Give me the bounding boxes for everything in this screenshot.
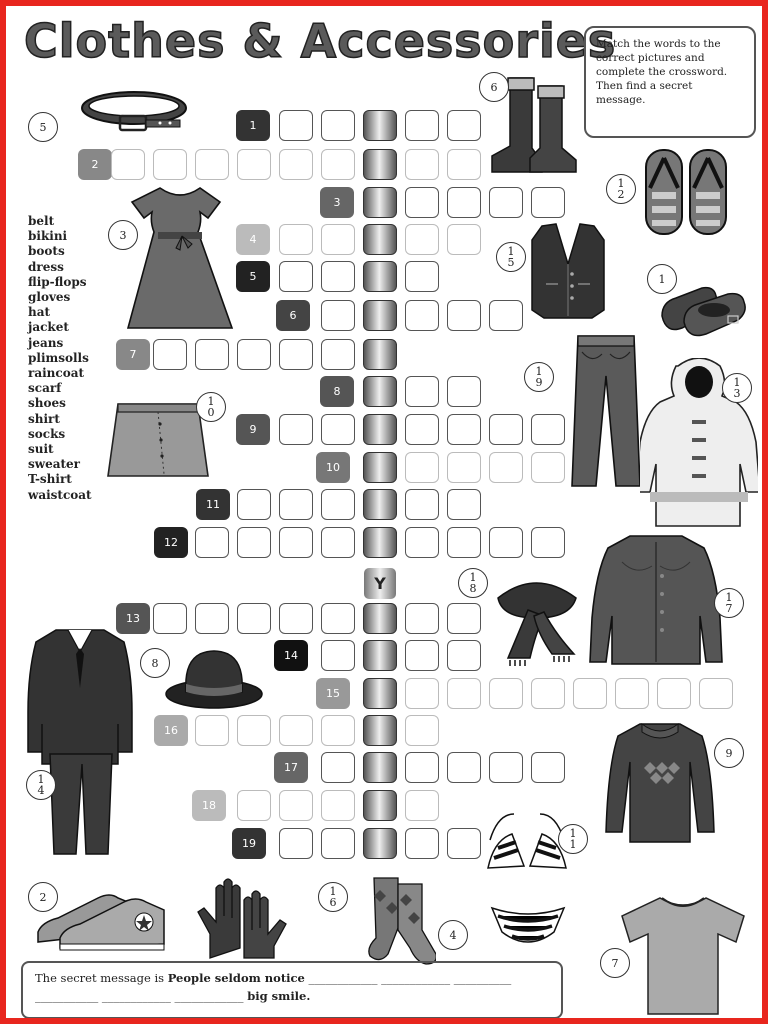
crossword-cell[interactable] [447, 640, 481, 671]
clue-number-16: 16 [154, 715, 188, 746]
crossword-cell[interactable] [405, 149, 439, 180]
crossword-cell[interactable] [237, 715, 271, 746]
bikini-picture [482, 810, 572, 950]
crossword-cell[interactable] [153, 149, 187, 180]
clue-number-13: 13 [116, 603, 150, 634]
word-list-item: T-shirt [28, 472, 72, 487]
crossword-cell[interactable] [405, 376, 439, 407]
page-title: Clothes & Accessories [24, 14, 617, 68]
word-list-item: shirt [28, 411, 60, 426]
secret-letter-cell[interactable] [363, 224, 397, 255]
crossword-cell[interactable] [321, 603, 355, 634]
crossword-cell[interactable] [153, 339, 187, 370]
jeans-picture [566, 332, 646, 490]
crossword-cell[interactable] [489, 187, 523, 218]
crossword-cell[interactable] [195, 339, 229, 370]
picture-number-raincoat: 1 3 [722, 373, 752, 403]
clue-number-8: 8 [320, 376, 354, 407]
crossword-cell[interactable] [447, 149, 481, 180]
picture-number-jacket: 1 7 [714, 588, 744, 618]
crossword-cell[interactable] [111, 149, 145, 180]
crossword-cell[interactable] [405, 414, 439, 445]
crossword-cell[interactable] [447, 110, 481, 141]
crossword-cell[interactable] [531, 678, 565, 709]
secret-letter-cell[interactable] [363, 715, 397, 746]
crossword-cell[interactable] [279, 149, 313, 180]
crossword-cell[interactable] [237, 603, 271, 634]
picture-number-gloves: 1 6 [318, 882, 348, 912]
crossword-cell[interactable] [321, 640, 355, 671]
clue-number-3: 3 [320, 187, 354, 218]
crossword-cell[interactable] [195, 149, 229, 180]
secret-letter-cell[interactable] [363, 149, 397, 180]
secret-message-end: big smile. [247, 989, 311, 1003]
crossword-cell[interactable] [405, 527, 439, 558]
secret-letter-cell[interactable] [363, 790, 397, 821]
crossword-cell[interactable] [447, 678, 481, 709]
secret-letter-cell[interactable] [363, 603, 397, 634]
picture-number-bikini: 1 1 [558, 824, 588, 854]
crossword-cell[interactable] [237, 149, 271, 180]
crossword-cell[interactable] [321, 527, 355, 558]
crossword-cell[interactable] [405, 261, 439, 292]
secret-letter-cell[interactable] [363, 828, 397, 859]
crossword-cell[interactable] [279, 603, 313, 634]
word-list-item: shoes [28, 396, 66, 411]
clue-number-17: 17 [274, 752, 308, 783]
crossword-cell[interactable] [321, 339, 355, 370]
crossword-cell[interactable] [447, 527, 481, 558]
secret-message-blanks-1[interactable]: ____________ ____________ __________ [308, 971, 512, 985]
secret-message-start: People seldom notice [167, 971, 305, 985]
secret-letter-cell[interactable] [363, 261, 397, 292]
crossword-cell[interactable] [489, 752, 523, 783]
crossword-cell[interactable] [279, 489, 313, 520]
crossword-cell[interactable] [447, 489, 481, 520]
crossword-cell[interactable] [321, 790, 355, 821]
clue-number-10: 10 [316, 452, 350, 483]
word-list-item: socks [28, 426, 66, 441]
crossword-cell[interactable] [531, 187, 565, 218]
flip-flops-picture [642, 148, 732, 238]
crossword-cell[interactable] [405, 678, 439, 709]
crossword-cell[interactable] [615, 678, 649, 709]
crossword-cell[interactable] [489, 678, 523, 709]
picture-number-scarf: 1 8 [458, 568, 488, 598]
skirt-picture [106, 400, 210, 482]
crossword-cell[interactable] [447, 224, 481, 255]
t-shirt-picture [618, 894, 748, 1018]
crossword-cell[interactable] [321, 300, 355, 331]
crossword-cell[interactable] [447, 300, 481, 331]
crossword-cell[interactable] [321, 110, 355, 141]
crossword-cell[interactable] [447, 187, 481, 218]
hat-picture [164, 648, 264, 712]
secret-message-box [21, 961, 563, 1019]
clue-number-6: 6 [276, 300, 310, 331]
crossword-cell[interactable] [279, 715, 313, 746]
crossword-cell[interactable] [405, 110, 439, 141]
picture-number-dress: 3 [108, 220, 138, 250]
dress-picture [124, 184, 236, 334]
crossword-cell[interactable] [279, 414, 313, 445]
crossword-cell[interactable] [405, 640, 439, 671]
crossword-cell[interactable] [405, 790, 439, 821]
gloves-picture [196, 868, 292, 960]
secret-letter-cell[interactable] [363, 187, 397, 218]
crossword-cell[interactable] [531, 527, 565, 558]
crossword-cell[interactable] [405, 603, 439, 634]
crossword-cell[interactable] [237, 339, 271, 370]
crossword-cell[interactable] [195, 527, 229, 558]
crossword-cell[interactable] [195, 603, 229, 634]
word-list-item: jacket [28, 320, 69, 335]
crossword-cell[interactable] [489, 527, 523, 558]
crossword-cell[interactable] [573, 678, 607, 709]
crossword-cell[interactable] [447, 376, 481, 407]
picture-number-boots: 6 [479, 72, 509, 102]
picture-number-waistcoat: 1 5 [496, 242, 526, 272]
crossword-cell[interactable] [153, 603, 187, 634]
crossword-cell[interactable] [489, 452, 523, 483]
picture-number-suit: 1 4 [26, 770, 56, 800]
crossword-cell[interactable] [321, 489, 355, 520]
word-list-item: jeans [28, 335, 64, 350]
picture-number-flip-flops: 1 2 [606, 174, 636, 204]
clue-number-11: 11 [196, 489, 230, 520]
clue-number-7: 7 [116, 339, 150, 370]
waistcoat-picture [528, 222, 608, 322]
crossword-cell[interactable] [279, 224, 313, 255]
clue-number-14: 14 [274, 640, 308, 671]
picture-number-skirt: 1 0 [196, 392, 226, 422]
secret-letter-cell[interactable] [363, 527, 397, 558]
crossword-cell[interactable] [279, 339, 313, 370]
crossword-cell[interactable] [531, 452, 565, 483]
secret-letter-cell[interactable] [363, 414, 397, 445]
secret-letter-cell[interactable] [363, 640, 397, 671]
clue-number-5: 5 [236, 261, 270, 292]
crossword-cell[interactable] [405, 715, 439, 746]
clue-number-19: 19 [232, 828, 266, 859]
word-list-item: scarf [28, 381, 62, 396]
clue-number-1: 1 [236, 110, 270, 141]
word-list-item: sweater [28, 457, 80, 472]
secret-letter-cell[interactable] [363, 489, 397, 520]
picture-number-hat: 8 [140, 648, 170, 678]
crossword-cell[interactable] [279, 828, 313, 859]
crossword-cell[interactable] [237, 527, 271, 558]
word-list-item: dress [28, 259, 64, 274]
clue-number-18: 18 [192, 790, 226, 821]
crossword-cell[interactable] [279, 261, 313, 292]
picture-number-tshirt: 7 [600, 948, 630, 978]
secret-message-blanks-2[interactable]: ___________ ____________ ____________ [35, 989, 244, 1003]
crossword-cell[interactable] [447, 603, 481, 634]
crossword-cell[interactable] [531, 752, 565, 783]
crossword-cell[interactable] [447, 452, 481, 483]
instructions-box: Match the words to the correct pictures and complete the crossword. Then find a secret message. [584, 26, 756, 138]
crossword-cell[interactable] [237, 489, 271, 520]
word-list-item: waistcoat [28, 487, 92, 502]
crossword-cell[interactable] [447, 828, 481, 859]
word-list-item: gloves [28, 290, 71, 305]
sweater-picture [602, 718, 718, 848]
crossword-cell[interactable] [279, 527, 313, 558]
word-list-item: hat [28, 305, 51, 320]
crossword-cell[interactable] [489, 300, 523, 331]
word-list [28, 214, 92, 503]
secret-letter-cell[interactable] [363, 376, 397, 407]
clue-number-15: 15 [316, 678, 350, 709]
crossword-cell[interactable] [321, 752, 355, 783]
clue-number-4: 4 [236, 224, 270, 255]
secret-message-prefix: The secret message is [35, 971, 168, 985]
word-list-item: boots [28, 244, 65, 259]
crossword-cell[interactable] [447, 752, 481, 783]
crossword-cell[interactable] [405, 489, 439, 520]
word-list-item: flip-flops [28, 274, 87, 289]
crossword-cell[interactable] [279, 790, 313, 821]
picture-number-socks: 4 [438, 920, 468, 950]
secret-letter-cell[interactable] [363, 752, 397, 783]
crossword-cell[interactable] [405, 224, 439, 255]
crossword-cell[interactable] [321, 828, 355, 859]
crossword-cell[interactable] [405, 452, 439, 483]
suit-picture [26, 626, 134, 856]
clue-number-2: 2 [78, 149, 112, 180]
secret-letter-cell[interactable] [363, 300, 397, 331]
word-list-item: belt [28, 214, 55, 228]
crossword-cell[interactable] [321, 224, 355, 255]
crossword-cell[interactable] [321, 715, 355, 746]
crossword-cell[interactable] [237, 790, 271, 821]
crossword-cell[interactable] [321, 414, 355, 445]
crossword-cell[interactable] [405, 752, 439, 783]
clue-number-9: 9 [236, 414, 270, 445]
clue-number-12: 12 [154, 527, 188, 558]
jacket-picture [586, 532, 726, 672]
word-list-item: raincoat [28, 366, 85, 381]
picture-number-jeans: 1 9 [524, 362, 554, 392]
secret-letter-cell[interactable] [363, 339, 397, 370]
crossword-cell[interactable] [405, 187, 439, 218]
crossword-cell[interactable] [447, 414, 481, 445]
belt-picture [78, 86, 190, 136]
crossword-cell[interactable] [405, 300, 439, 331]
word-list-item: plimsolls [28, 350, 89, 365]
picture-number-shoes: 1 [647, 264, 677, 294]
socks-picture [366, 874, 436, 966]
crossword-cell[interactable] [489, 414, 523, 445]
word-list-item: suit [28, 442, 54, 457]
picture-number-belt: 5 [28, 112, 58, 142]
secret-letter-cell[interactable] [363, 678, 397, 709]
crossword-cell[interactable] [279, 110, 313, 141]
crossword-cell[interactable] [657, 678, 691, 709]
scarf-picture [488, 572, 584, 668]
crossword-cell[interactable] [531, 414, 565, 445]
secret-key-letter: Y [364, 568, 396, 599]
crossword-cell[interactable] [321, 261, 355, 292]
crossword-cell[interactable] [321, 149, 355, 180]
picture-number-plimsolls: 2 [28, 882, 58, 912]
picture-number-sweater: 9 [714, 738, 744, 768]
crossword-cell[interactable] [195, 715, 229, 746]
secret-letter-cell[interactable] [363, 452, 397, 483]
secret-letter-cell[interactable] [363, 110, 397, 141]
word-list-item: bikini [28, 229, 68, 244]
crossword-cell[interactable] [405, 828, 439, 859]
crossword-cell[interactable] [699, 678, 733, 709]
